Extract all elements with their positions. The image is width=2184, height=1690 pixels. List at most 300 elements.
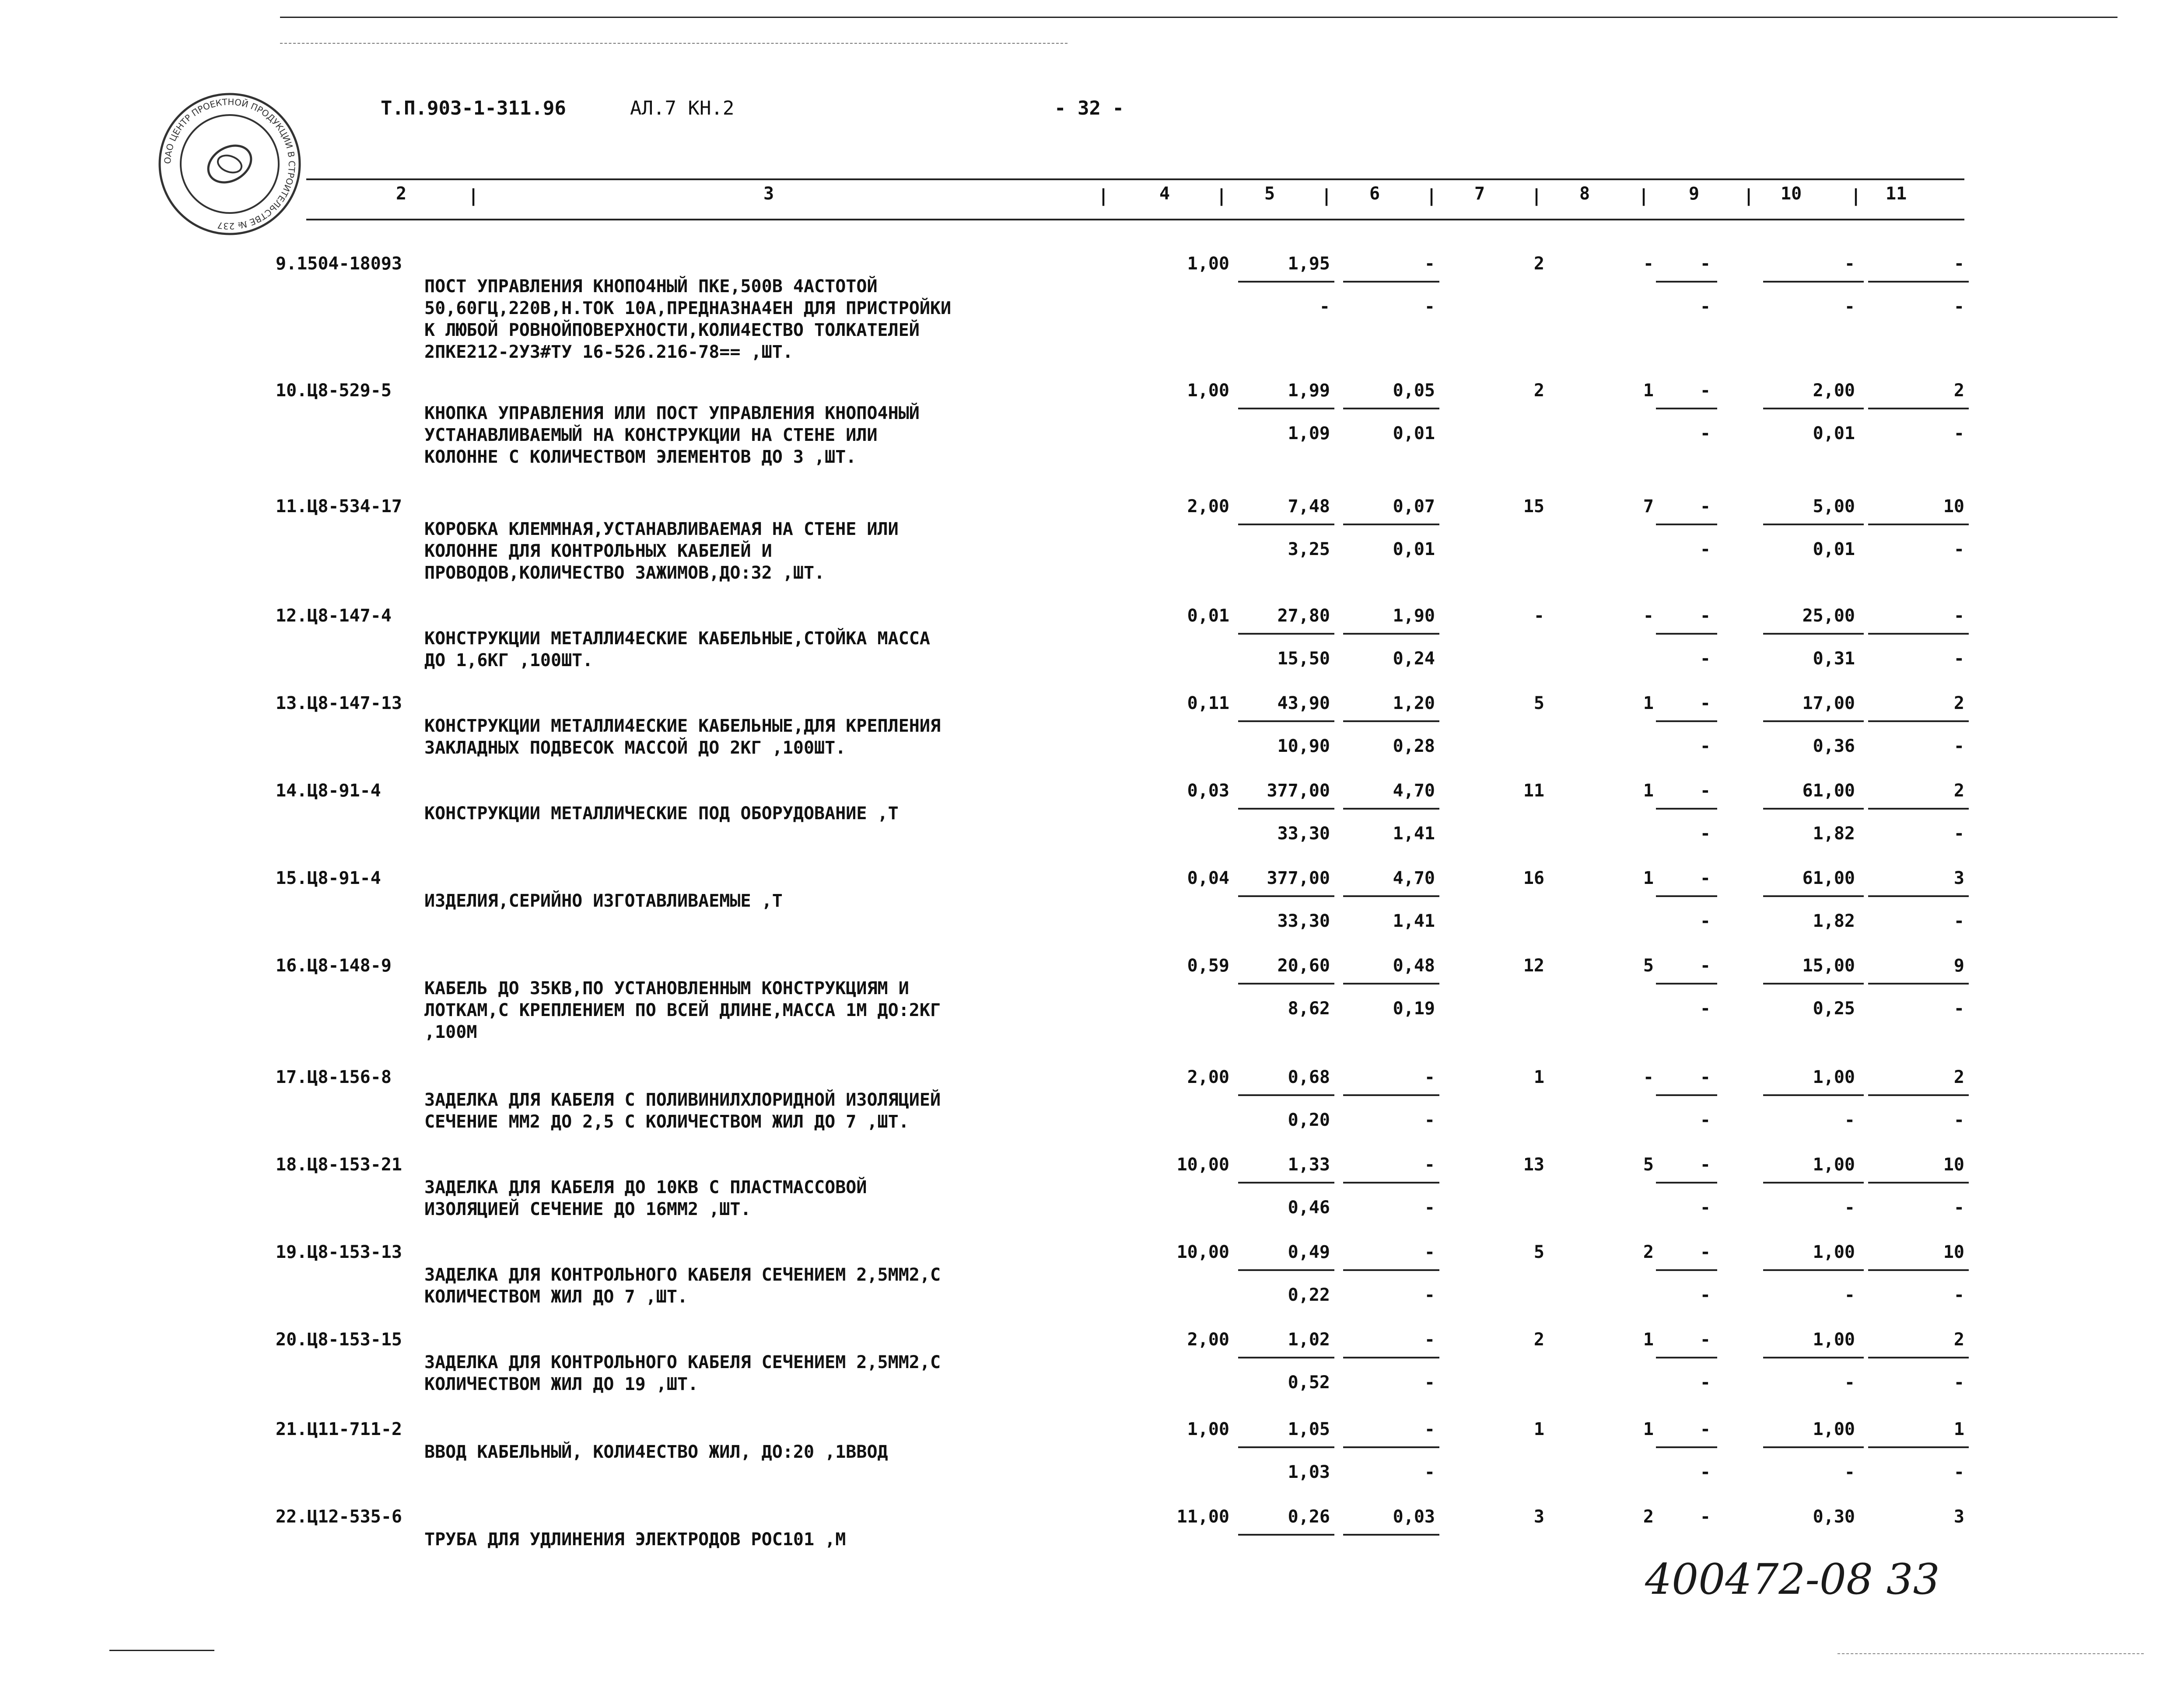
row-code: 12.Ц8-147-4: [276, 606, 392, 626]
cell-c6: -: [1424, 1330, 1435, 1350]
cell-c11: 2: [1953, 781, 1964, 801]
cell-c4: 10,00: [1176, 1155, 1229, 1175]
cell-c11b: -: [1953, 297, 1964, 317]
cell-underline: [1656, 808, 1717, 810]
row-code: 10.Ц8-529-5: [276, 381, 392, 401]
cell-underline: [1238, 1269, 1334, 1271]
cell-c10: 61,00: [1802, 781, 1855, 801]
cell-underline: [1763, 808, 1864, 810]
col-divider: |: [1098, 186, 1109, 206]
row-description: ВВОД КАБЕЛЬНЫЙ, КОЛИ4ЕСТВО ЖИЛ, ДО:20 ,1ВВОД: [424, 1442, 888, 1462]
cell-underline: [1868, 524, 1969, 525]
cell-c11: 10: [1943, 1242, 1964, 1262]
row-description: КОНСТРУКЦИИ МЕТАЛЛИ4ЕСКИЕ КАБЕЛЬНЫЕ,ДЛЯ КРЕПЛЕНИЯ ЗАКЛАДНЫХ ПОДВЕСОК МАССОЙ ДО 2КГ ,100ШТ.: [424, 716, 941, 758]
cell-c9b: -: [1700, 649, 1711, 669]
cell-c10: 0,30: [1813, 1507, 1855, 1527]
cell-underline: [1763, 1357, 1864, 1358]
col-header-7: 7: [1474, 184, 1485, 204]
cell-c9b: -: [1700, 1198, 1711, 1218]
cell-underline: [1656, 1357, 1717, 1358]
cell-c5b: 10,90: [1277, 736, 1330, 756]
cell-c11: 9: [1953, 956, 1964, 976]
cell-underline: [1763, 1094, 1864, 1096]
cell-c9: -: [1700, 1419, 1711, 1439]
cell-underline: [1238, 281, 1334, 283]
cell-c7: 2: [1533, 1330, 1544, 1350]
top-rule-2: [280, 43, 1068, 44]
cell-c4: 10,00: [1176, 1242, 1229, 1262]
bottom-rule: [109, 1650, 214, 1651]
cell-c7: 11: [1523, 781, 1544, 801]
cell-c6: 1,20: [1393, 693, 1435, 713]
cell-c10: 2,00: [1813, 381, 1855, 401]
cell-underline: [1343, 281, 1439, 283]
cell-underline: [1343, 1357, 1439, 1358]
svg-text:ОАО ЦЕНТР ПРОЕКТНОЙ ПРОДУКЦИИ: [162, 97, 297, 231]
row-description: КНОПКА УПРАВЛЕНИЯ ИЛИ ПОСТ УПРАВЛЕНИЯ КНОПО4НЫЙ УСТАНАВЛИВАЕМЫЙ НА КОНСТРУКЦИИ НА СТЕНЕ ИЛИ КОЛОННЕ С КОЛИЧЕСТВОМ ЭЛЕМЕНТОВ ДО 3 ,ШТ.: [424, 403, 920, 467]
cell-c11: 2: [1953, 693, 1964, 713]
cell-c5: 7,48: [1288, 496, 1330, 517]
cell-c10: 15,00: [1802, 956, 1855, 976]
cell-c8: -: [1643, 606, 1654, 626]
cell-underline: [1343, 524, 1439, 525]
cell-c7: 3: [1533, 1507, 1544, 1527]
cell-underline: [1656, 983, 1717, 985]
cell-c11b: -: [1953, 736, 1964, 756]
cell-underline: [1238, 1094, 1334, 1096]
cell-c7: 16: [1523, 868, 1544, 888]
cell-underline: [1868, 281, 1969, 283]
cell-underline: [1868, 1446, 1969, 1448]
cell-underline: [1868, 1357, 1969, 1358]
cell-underline: [1656, 1446, 1717, 1448]
cell-underline: [1868, 408, 1969, 409]
cell-c6: 4,70: [1393, 781, 1435, 801]
cell-c9b: -: [1700, 1285, 1711, 1305]
cell-c4: 0,11: [1187, 693, 1229, 713]
cell-underline: [1868, 808, 1969, 810]
col-divider: |: [1426, 186, 1437, 206]
row-code: 14.Ц8-91-4: [276, 781, 381, 801]
cell-c9: -: [1700, 868, 1711, 888]
cell-c6: -: [1424, 254, 1435, 274]
cell-c5: 1,33: [1288, 1155, 1330, 1175]
cell-c6b: 0,01: [1393, 423, 1435, 443]
row-code: 17.Ц8-156-8: [276, 1067, 392, 1087]
cell-c11: -: [1953, 254, 1964, 274]
cell-underline: [1238, 1446, 1334, 1448]
cell-c8: 2: [1643, 1507, 1654, 1527]
cell-c8: 1: [1643, 1330, 1654, 1350]
cell-underline: [1656, 895, 1717, 897]
col-header-11: 11: [1886, 184, 1907, 204]
cell-c5b: 0,46: [1288, 1198, 1330, 1218]
cell-c5b: -: [1319, 297, 1330, 317]
cell-c6b: -: [1424, 1372, 1435, 1393]
cell-underline: [1238, 524, 1334, 525]
cell-c8: 5: [1643, 956, 1654, 976]
cell-c6b: -: [1424, 1198, 1435, 1218]
cell-c4: 2,00: [1187, 1067, 1229, 1087]
cell-c9b: -: [1700, 1110, 1711, 1130]
row-description: ЗАДЕЛКА ДЛЯ КАБЕЛЯ С ПОЛИВИНИЛХЛОРИДНОЙ ИЗОЛЯЦИЕЙ СЕЧЕНИЕ ММ2 ДО 2,5 С КОЛИЧЕСТВОМ ЖИЛ ДО 7 ,ШТ.: [424, 1090, 941, 1132]
cell-c9: -: [1700, 1330, 1711, 1350]
cell-c4: 0,04: [1187, 868, 1229, 888]
cell-c6b: 0,01: [1393, 539, 1435, 559]
cell-c9: -: [1700, 1067, 1711, 1087]
cell-c9b: -: [1700, 736, 1711, 756]
cell-c11: 10: [1943, 1155, 1964, 1175]
cell-c10b: -: [1844, 1462, 1855, 1482]
cell-c4: 11,00: [1176, 1507, 1229, 1527]
cell-underline: [1343, 1094, 1439, 1096]
cell-underline: [1868, 983, 1969, 985]
cell-c9b: -: [1700, 539, 1711, 559]
cell-c6: 0,07: [1393, 496, 1435, 517]
cell-c11: 3: [1953, 868, 1964, 888]
cell-c10b: -: [1844, 1110, 1855, 1130]
cell-c5b: 1,03: [1288, 1462, 1330, 1482]
row-description: ЗАДЕЛКА ДЛЯ КОНТРОЛЬНОГО КАБЕЛЯ СЕЧЕНИЕМ 2,5ММ2,С КОЛИЧЕСТВОМ ЖИЛ ДО 19 ,ШТ.: [424, 1352, 941, 1394]
cell-c9b: -: [1700, 297, 1711, 317]
cell-c5: 0,68: [1288, 1067, 1330, 1087]
cell-underline: [1343, 1534, 1439, 1536]
cell-underline: [1238, 1182, 1334, 1184]
col-header-2: 2: [396, 184, 407, 204]
cell-c4: 0,01: [1187, 606, 1229, 626]
row-description: ИЗДЕЛИЯ,СЕРИЙНО ИЗГОТАВЛИВАЕМЫЕ ,Т: [424, 891, 783, 911]
cell-c6: 0,48: [1393, 956, 1435, 976]
cell-underline: [1656, 633, 1717, 635]
cell-c6b: 0,24: [1393, 649, 1435, 669]
cell-c4: 1,00: [1187, 1419, 1229, 1439]
cell-c11b: -: [1953, 911, 1964, 931]
row-code: 9.1504-18093: [276, 254, 402, 274]
cell-underline: [1238, 983, 1334, 985]
row-description: ТРУБА ДЛЯ УДЛИНЕНИЯ ЭЛЕКТРОДОВ РОС101 ,М: [424, 1529, 846, 1550]
cell-c6b: -: [1424, 1110, 1435, 1130]
cell-c9: -: [1700, 1507, 1711, 1527]
cell-c4: 2,00: [1187, 1330, 1229, 1350]
cell-underline: [1763, 281, 1864, 283]
cell-underline: [1763, 408, 1864, 409]
cell-c6: 4,70: [1393, 868, 1435, 888]
cell-c7: 12: [1523, 956, 1544, 976]
cell-c8: 1: [1643, 868, 1654, 888]
cell-c7: 1: [1533, 1067, 1544, 1087]
table-header-top-rule: [306, 178, 1964, 180]
cell-c6b: -: [1424, 297, 1435, 317]
cell-c6: -: [1424, 1155, 1435, 1175]
bottom-rule-right: [1838, 1653, 2144, 1654]
col-header-6: 6: [1369, 184, 1380, 204]
col-header-8: 8: [1579, 184, 1590, 204]
cell-c10: 61,00: [1802, 868, 1855, 888]
cell-c11b: -: [1953, 649, 1964, 669]
cell-c5: 0,49: [1288, 1242, 1330, 1262]
col-divider: |: [1321, 186, 1332, 206]
cell-c5: 377,00: [1267, 781, 1330, 801]
cell-c9: -: [1700, 254, 1711, 274]
cell-c7: -: [1533, 606, 1544, 626]
cell-c10: 17,00: [1802, 693, 1855, 713]
cell-c10b: 0,01: [1813, 539, 1855, 559]
cell-c10: 1,00: [1813, 1330, 1855, 1350]
cell-c10b: -: [1844, 1198, 1855, 1218]
cell-c5: 1,02: [1288, 1330, 1330, 1350]
col-header-10: 10: [1781, 184, 1802, 204]
cell-underline: [1343, 408, 1439, 409]
row-code: 21.Ц11-711-2: [276, 1419, 402, 1439]
cell-c8: 1: [1643, 693, 1654, 713]
cell-c11b: -: [1953, 1372, 1964, 1393]
stamp-seal: [158, 92, 302, 236]
cell-c11: 10: [1943, 496, 1964, 517]
cell-c11b: -: [1953, 539, 1964, 559]
cell-c6: -: [1424, 1067, 1435, 1087]
cell-c8: 7: [1643, 496, 1654, 517]
stamp-text: ОАО ЦЕНТР ПРОЕКТНОЙ ПРОДУКЦИИ В СТРОИТЕЛЬСТВЕ № 237: [162, 96, 298, 232]
cell-underline: [1238, 808, 1334, 810]
cell-underline: [1238, 895, 1334, 897]
cell-c5b: 1,09: [1288, 423, 1330, 443]
cell-c7: 13: [1523, 1155, 1544, 1175]
cell-c5: 27,80: [1277, 606, 1330, 626]
row-description: КОРОБКА КЛЕММНАЯ,УСТАНАВЛИВАЕМАЯ НА СТЕНЕ ИЛИ КОЛОННЕ ДЛЯ КОНТРОЛЬНЫХ КАБЕЛЕЙ И ПРОВОДОВ,КОЛИЧЕСТВО ЗАЖИМОВ,ДО:32 ,ШТ.: [424, 519, 899, 583]
cell-underline: [1238, 720, 1334, 722]
cell-underline: [1656, 1182, 1717, 1184]
cell-c5: 20,60: [1277, 956, 1330, 976]
cell-underline: [1656, 720, 1717, 722]
cell-c11: 2: [1953, 1330, 1964, 1350]
cell-underline: [1238, 408, 1334, 409]
cell-c8: 1: [1643, 781, 1654, 801]
cell-underline: [1343, 1269, 1439, 1271]
cell-c9b: -: [1700, 999, 1711, 1019]
cell-underline: [1656, 408, 1717, 409]
cell-underline: [1868, 633, 1969, 635]
cell-c6b: -: [1424, 1285, 1435, 1305]
cell-c10: 5,00: [1813, 496, 1855, 517]
row-description: КАБЕЛЬ ДО 35КВ,ПО УСТАНОВЛЕННЫМ КОНСТРУКЦИЯМ И ЛОТКАМ,С КРЕПЛЕНИЕМ ПО ВСЕЙ ДЛИНЕ,МАССА 1М ДО:2КГ ,100М: [424, 978, 941, 1042]
cell-underline: [1763, 1269, 1864, 1271]
cell-underline: [1343, 720, 1439, 722]
cell-c5: 1,95: [1288, 254, 1330, 274]
cell-underline: [1763, 633, 1864, 635]
col-header-3: 3: [763, 184, 774, 204]
cell-c5: 1,99: [1288, 381, 1330, 401]
cell-c4: 1,00: [1187, 254, 1229, 274]
cell-c6: 1,90: [1393, 606, 1435, 626]
row-code: 22.Ц12-535-6: [276, 1507, 402, 1527]
cell-c7: 2: [1533, 254, 1544, 274]
cell-c5b: 0,20: [1288, 1110, 1330, 1130]
cell-c9b: -: [1700, 1372, 1711, 1393]
table-header-bottom-rule: [306, 219, 1964, 220]
cell-c11b: -: [1953, 423, 1964, 443]
row-description: КОНСТРУКЦИИ МЕТАЛЛИЧЕСКИЕ ПОД ОБОРУДОВАНИЕ ,Т: [424, 803, 899, 824]
cell-underline: [1868, 1094, 1969, 1096]
cell-underline: [1656, 1269, 1717, 1271]
col-header-4: 4: [1159, 184, 1170, 204]
cell-c11b: -: [1953, 999, 1964, 1019]
cell-c10b: -: [1844, 1285, 1855, 1305]
cell-c5b: 3,25: [1288, 539, 1330, 559]
cell-c8: 1: [1643, 381, 1654, 401]
cell-c10b: -: [1844, 1372, 1855, 1393]
cell-c9: -: [1700, 606, 1711, 626]
col-divider: |: [1851, 186, 1862, 206]
cell-c6: 0,03: [1393, 1507, 1435, 1527]
cell-c9: -: [1700, 693, 1711, 713]
cell-c9b: -: [1700, 824, 1711, 844]
cell-c10b: 1,82: [1813, 911, 1855, 931]
cell-c8: 2: [1643, 1242, 1654, 1262]
cell-underline: [1763, 895, 1864, 897]
col-divider: |: [1743, 186, 1754, 206]
cell-c11b: -: [1953, 1285, 1964, 1305]
cell-c6: 0,05: [1393, 381, 1435, 401]
cell-c5b: 33,30: [1277, 911, 1330, 931]
cell-c9: -: [1700, 496, 1711, 517]
cell-c10: 25,00: [1802, 606, 1855, 626]
cell-underline: [1868, 720, 1969, 722]
row-description: ЗАДЕЛКА ДЛЯ КОНТРОЛЬНОГО КАБЕЛЯ СЕЧЕНИЕМ 2,5ММ2,С КОЛИЧЕСТВОМ ЖИЛ ДО 7 ,ШТ.: [424, 1265, 941, 1307]
cell-c9: -: [1700, 956, 1711, 976]
row-code: 16.Ц8-148-9: [276, 956, 392, 976]
cell-c11b: -: [1953, 1462, 1964, 1482]
cell-c5b: 0,52: [1288, 1372, 1330, 1393]
cell-c10b: -: [1844, 297, 1855, 317]
cell-c6: -: [1424, 1242, 1435, 1262]
cell-c4: 2,00: [1187, 496, 1229, 517]
cell-underline: [1343, 983, 1439, 985]
cell-c6b: 1,41: [1393, 911, 1435, 931]
row-code: 20.Ц8-153-15: [276, 1330, 402, 1350]
top-rule: [280, 17, 2118, 18]
cell-underline: [1343, 808, 1439, 810]
cell-c9b: -: [1700, 911, 1711, 931]
cell-c7: 5: [1533, 1242, 1544, 1262]
cell-c5b: 33,30: [1277, 824, 1330, 844]
col-divider: |: [1531, 186, 1542, 206]
row-code: 11.Ц8-534-17: [276, 496, 402, 517]
cell-c6b: 0,28: [1393, 736, 1435, 756]
cell-c6b: -: [1424, 1462, 1435, 1482]
row-description: ПОСТ УПРАВЛЕНИЯ КНОПО4НЫЙ ПКЕ,500В 4АСТОТОЙ 50,60ГЦ,220В,Н.ТОК 10А,ПРЕДНАЗНА4ЕН ДЛЯ ПРИСТРОЙКИ К ЛЮБОЙ РОВНОЙПОВЕРХНОСТИ,КОЛИ4ЕСТВО ТОЛКАТЕЛЕЙ 2ПКЕ212-2У3#ТУ 16-526.216-78== ,ШТ.: [424, 276, 952, 362]
cell-c5b: 15,50: [1277, 649, 1330, 669]
cell-c10b: 1,82: [1813, 824, 1855, 844]
row-description: КОНСТРУКЦИИ МЕТАЛЛИ4ЕСКИЕ КАБЕЛЬНЫЕ,СТОЙКА МАССА ДО 1,6КГ ,100ШТ.: [424, 629, 930, 670]
col-divider: |: [468, 186, 479, 206]
cell-c10b: 0,36: [1813, 736, 1855, 756]
cell-c10: 1,00: [1813, 1067, 1855, 1087]
cell-c11: -: [1953, 606, 1964, 626]
cell-c7: 2: [1533, 381, 1544, 401]
cell-underline: [1763, 524, 1864, 525]
cell-c5: 43,90: [1277, 693, 1330, 713]
cell-c9: -: [1700, 781, 1711, 801]
cell-underline: [1763, 720, 1864, 722]
cell-c11: 2: [1953, 381, 1964, 401]
row-code: 19.Ц8-153-13: [276, 1242, 402, 1262]
cell-c4: 0,03: [1187, 781, 1229, 801]
cell-c10b: 0,01: [1813, 423, 1855, 443]
cell-c10: -: [1844, 254, 1855, 274]
album-label: АЛ.7 КН.2: [630, 97, 735, 119]
cell-c11b: -: [1953, 1198, 1964, 1218]
page-number: - 32 -: [1054, 97, 1124, 119]
cell-c10: 1,00: [1813, 1155, 1855, 1175]
cell-c10: 1,00: [1813, 1419, 1855, 1439]
cell-c11: 3: [1953, 1507, 1964, 1527]
cell-underline: [1868, 895, 1969, 897]
cell-underline: [1343, 895, 1439, 897]
cell-underline: [1763, 1446, 1864, 1448]
cell-c5: 1,05: [1288, 1419, 1330, 1439]
row-code: 18.Ц8-153-21: [276, 1155, 402, 1175]
row-code: 15.Ц8-91-4: [276, 868, 381, 888]
cell-underline: [1238, 1534, 1334, 1536]
cell-underline: [1656, 524, 1717, 525]
cell-c10: 1,00: [1813, 1242, 1855, 1262]
cell-c9: -: [1700, 1155, 1711, 1175]
cell-underline: [1656, 281, 1717, 283]
cell-underline: [1763, 1182, 1864, 1184]
cell-underline: [1343, 633, 1439, 635]
cell-underline: [1238, 633, 1334, 635]
row-code: 13.Ц8-147-13: [276, 693, 402, 713]
cell-c9: -: [1700, 381, 1711, 401]
cell-c4: 0,59: [1187, 956, 1229, 976]
cell-underline: [1343, 1182, 1439, 1184]
cell-c5b: 0,22: [1288, 1285, 1330, 1305]
cell-c10b: 0,25: [1813, 999, 1855, 1019]
cell-c8: -: [1643, 254, 1654, 274]
cell-underline: [1343, 1446, 1439, 1448]
col-divider: |: [1216, 186, 1227, 206]
cell-underline: [1868, 1269, 1969, 1271]
cell-c8: 5: [1643, 1155, 1654, 1175]
cell-c9b: -: [1700, 423, 1711, 443]
cell-c7: 1: [1533, 1419, 1544, 1439]
cell-underline: [1238, 1357, 1334, 1358]
cell-c6: -: [1424, 1419, 1435, 1439]
cell-c9b: -: [1700, 1462, 1711, 1482]
col-header-9: 9: [1689, 184, 1700, 204]
cell-underline: [1763, 983, 1864, 985]
cell-c11: 2: [1953, 1067, 1964, 1087]
cell-c6b: 0,19: [1393, 999, 1435, 1019]
cell-c5: 0,26: [1288, 1507, 1330, 1527]
cell-c6b: 1,41: [1393, 824, 1435, 844]
cell-c11b: -: [1953, 1110, 1964, 1130]
cell-c8: 1: [1643, 1419, 1654, 1439]
cell-c10b: 0,31: [1813, 649, 1855, 669]
row-description: ЗАДЕЛКА ДЛЯ КАБЕЛЯ ДО 10КВ С ПЛАСТМАССОВОЙ ИЗОЛЯЦИЕЙ СЕЧЕНИЕ ДО 16ММ2 ,ШТ.: [424, 1177, 867, 1219]
cell-c4: 1,00: [1187, 381, 1229, 401]
col-header-5: 5: [1264, 184, 1275, 204]
cell-c11: 1: [1953, 1419, 1964, 1439]
cell-c11b: -: [1953, 824, 1964, 844]
cell-underline: [1868, 1182, 1969, 1184]
cell-underline: [1656, 1094, 1717, 1096]
cell-c9: -: [1700, 1242, 1711, 1262]
handwritten-note: 400472-08 33: [1645, 1555, 1940, 1604]
cell-c5: 377,00: [1267, 868, 1330, 888]
cell-c8: -: [1643, 1067, 1654, 1087]
cell-c7: 5: [1533, 693, 1544, 713]
